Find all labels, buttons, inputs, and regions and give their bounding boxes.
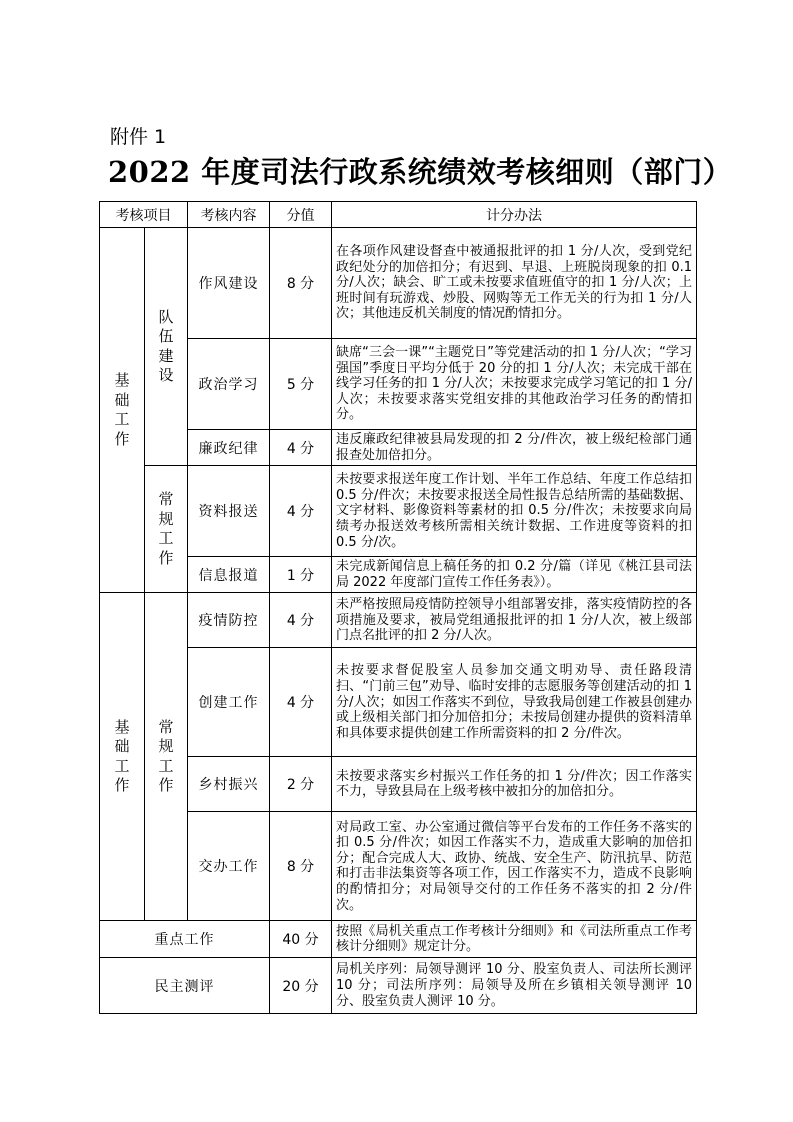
document-title: 2022 年度司法行政系统绩效考核细则（部门） <box>108 155 733 189</box>
method-cell: 在各项作风建设督查中被通报批评的扣 1 分/人次，受到党纪政纪处分的加倍扣分；有迟到、早退、上班脱岗现象的扣 0.1 分/人次；缺会、旷工或未按要求值班值守的扣 1 分/人次；上班时间有玩游戏、炒股、网购等无工作无关的行为扣 1 分/人次；其他违反机关制度的情况酌情扣分。 <box>332 228 697 339</box>
table-row <box>100 228 697 339</box>
subgroup-cell <box>145 593 188 921</box>
header-content: 考核内容 <box>188 202 270 228</box>
category-label: 基础工作 <box>114 371 130 448</box>
score-cell: 8 分 <box>270 228 332 339</box>
score-cell: 5 分 <box>270 339 332 430</box>
item-cell: 作风建设 <box>188 228 270 339</box>
method-cell: 未按要求落实乡村振兴工作任务的扣 1 分/件次；因工作落实不力，导致县局在上级考核中被扣分的加倍扣分。 <box>332 757 697 812</box>
header-row <box>100 202 697 228</box>
score-cell: 1 分 <box>270 557 332 593</box>
table-row <box>100 757 697 812</box>
item-cell: 廉政纪律 <box>188 430 270 466</box>
score-cell: 4 分 <box>270 648 332 757</box>
table-row <box>100 430 697 466</box>
method-cell: 未严格按照局疫情防控领导小组部署安排，落实疫情防控的各项措施及要求，被局党组通报批评的扣 1 分/人次，被上级部门点名批评的扣 2 分/人次。 <box>332 593 697 648</box>
method-cell: 未按要求督促股室人员参加交通文明劝导、责任路段清扫、“门前三包”劝导、临时安排的志愿服务等创建活动的扣 1 分/人次；如因工作落实不到位，导致我局创建工作被县创建办或上级相关部门扣分加倍扣分；未按局创建办提供的资料清单和具体要求提供创建工作所需资料的扣 2 分/件次。 <box>332 648 697 757</box>
method-cell: 违反廉政纪律被县局发现的扣 2 分/件次，被上级纪检部门通报查处加倍扣分。 <box>332 430 697 466</box>
subgroup-label: 常规工作 <box>158 717 174 795</box>
table-row <box>100 921 697 958</box>
table-row <box>100 958 697 1014</box>
table-row <box>100 557 697 593</box>
header-project: 考核项目 <box>100 202 188 228</box>
table-row <box>100 466 697 557</box>
method-cell: 对局政工室、办公室通过微信等平台发布的工作任务不落实的扣 0.5 分/件次；如因工作落实不力，造成重大影响的加倍扣分；配合完成人大、政协、统战、安全生产、防汛抗旱、防范和打击非法集资等各项工作，因工作落实不力，造成不良影响的酌情扣分；对局领导交付的工作任务不落实的扣 2 分/件次。 <box>332 812 697 921</box>
table-row <box>100 812 697 921</box>
subgroup-label: 常规工作 <box>158 490 174 567</box>
score-cell: 4 分 <box>270 430 332 466</box>
score-cell: 20 分 <box>270 958 332 1014</box>
subgroup-cell <box>145 466 188 593</box>
header-score: 分值 <box>270 202 332 228</box>
table-row <box>100 339 697 430</box>
category-label: 基础工作 <box>114 717 130 795</box>
method-cell: 缺席“三会一课”“主题党日”等党建活动的扣 1 分/人次；“学习强国”季度日平均分低于 20 分的扣 1 分/人次；未完成干部在线学习任务的扣 1 分/人次；未按要求完成学习笔记的扣 1 分/人次；未按要求落实党组安排的其他政治学习任务的酌情扣分。 <box>332 339 697 430</box>
subgroup-cell <box>145 228 188 466</box>
table-row <box>100 593 697 648</box>
header-method: 计分办法 <box>332 202 697 228</box>
method-cell: 按照《局机关重点工作考核计分细则》和《司法所重点工作考核计分细则》规定计分。 <box>332 921 697 958</box>
score-cell: 8 分 <box>270 812 332 921</box>
item-cell: 乡村振兴 <box>188 757 270 812</box>
score-cell: 40 分 <box>270 921 332 958</box>
item-cell: 重点工作 <box>100 921 270 958</box>
method-cell: 局机关序列：局领导测评 10 分、股室负责人、司法所长测评 10 分；司法所序列：局领导及所在乡镇相关领导测评 10 分、股室负责人测评 10 分。 <box>332 958 697 1014</box>
table-row <box>100 648 697 757</box>
score-cell: 2 分 <box>270 757 332 812</box>
category-cell <box>100 593 145 921</box>
item-cell: 政治学习 <box>188 339 270 430</box>
item-cell: 民主测评 <box>100 958 270 1014</box>
item-cell: 信息报道 <box>188 557 270 593</box>
category-cell <box>100 228 145 593</box>
attachment-label: 附件 1 <box>110 126 167 148</box>
item-cell: 创建工作 <box>188 648 270 757</box>
subgroup-label: 队伍建设 <box>158 307 174 385</box>
item-cell: 疫情防控 <box>188 593 270 648</box>
method-cell: 未完成新闻信息上稿任务的扣 0.2 分/篇（详见《桃江县司法局 2022 年度部门宣传工作任务表》）。 <box>332 557 697 593</box>
item-cell: 资料报送 <box>188 466 270 557</box>
score-cell: 4 分 <box>270 466 332 557</box>
assessment-table <box>99 201 697 1014</box>
score-cell: 4 分 <box>270 593 332 648</box>
item-cell: 交办工作 <box>188 812 270 921</box>
method-cell: 未按要求报送年度工作计划、半年工作总结、年度工作总结扣 0.5 分/件次；未按要求报送全局性报告总结所需的基础数据、文字材料、影像资料等素材的扣 0.5 分/件次；未按要求向局绩考办报送效考核所需相关统计数据、工作进度等资料的扣 0.5 分/次。 <box>332 466 697 557</box>
